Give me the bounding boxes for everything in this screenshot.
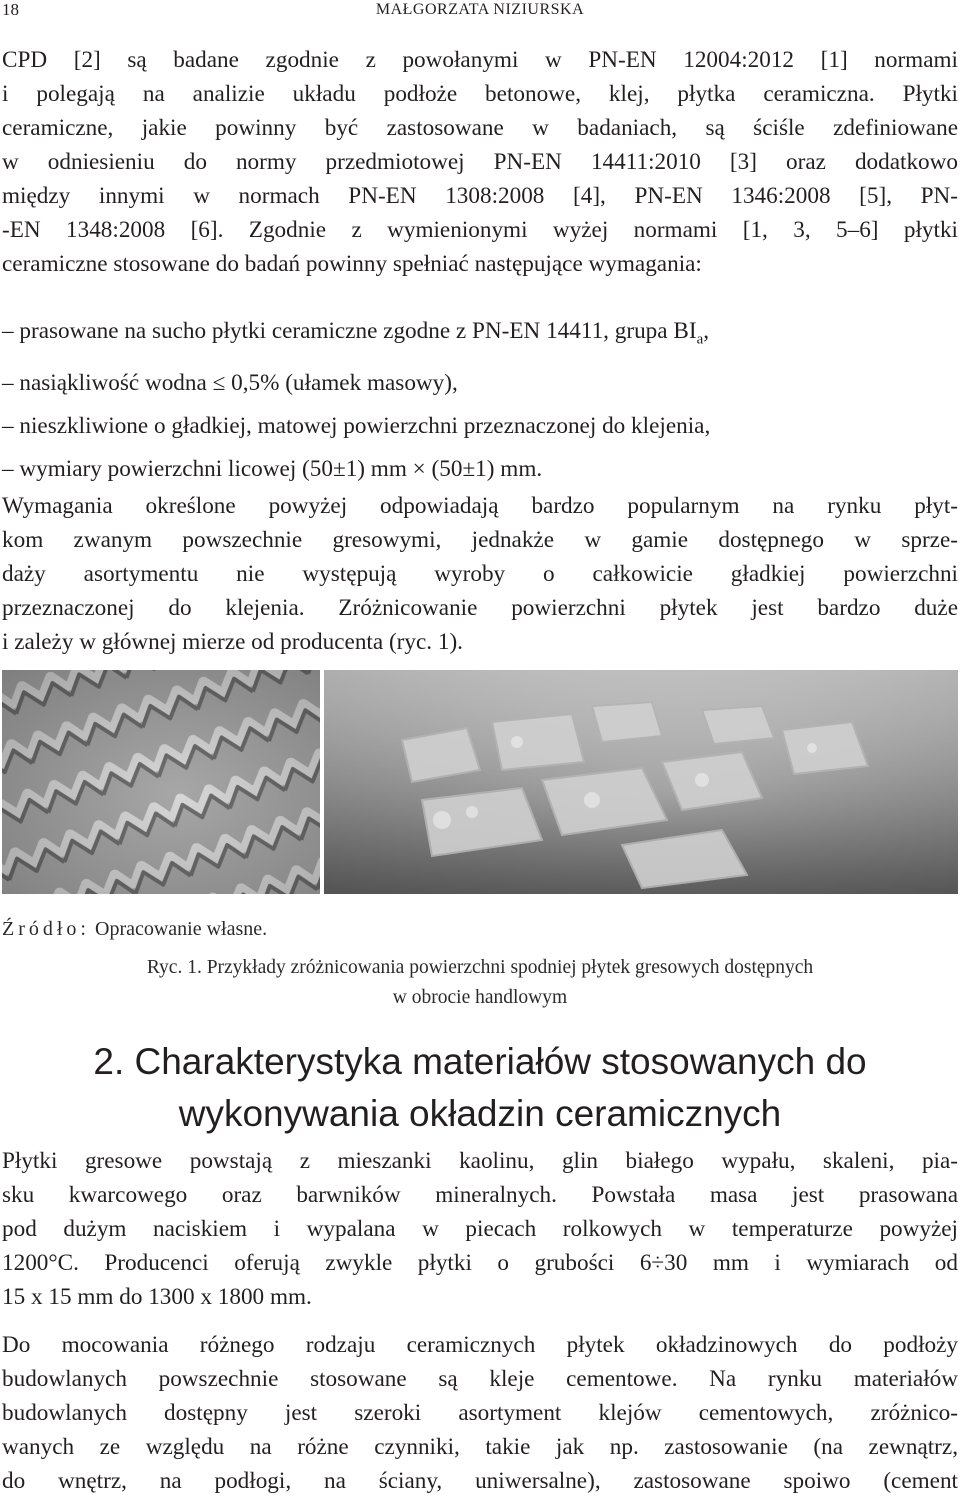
text-line: CPD [2] są badane zgodnie z powołanymi w PN-EN 12004:2012 [1] normami — [2, 47, 958, 73]
list-item — [2, 310, 958, 362]
text-line: przeznaczonej do klejenia. Zróżnicowanie powierzchni płytek jest bardzo duże — [2, 595, 958, 621]
page-number: 18 — [2, 0, 19, 19]
text-line: budowlanych powszechnie stosowane są kleje cementowe. Na rynku materiałów — [2, 1366, 958, 1392]
figure-source — [2, 915, 267, 943]
caption-line: Ryc. 1. Przykłady zróżnicowania powierzchni spodniej płytek gresowych dostępnych — [146, 957, 814, 978]
text-line: i polegają na analizie układu podłoże betonowe, klej, płytka ceramiczna. Płytki — [2, 81, 958, 107]
text-line: wanych ze względu na różne czynniki, takie jak np. zastosowanie (na zewnątrz, — [2, 1434, 958, 1460]
list-item: – nieszkliwione o gładkiej, matowej powierzchni przeznaczonej do klejenia, — [2, 412, 711, 439]
text-line: ceramiczne stosowane do badań powinny spełniać następujące wymagania: — [2, 251, 702, 277]
right-photo — [324, 670, 958, 894]
text-line: budowlanych dostępny jest szeroki asortyment klejów cementowych, zróżnico- — [2, 1400, 958, 1426]
paragraph-2 — [2, 489, 958, 659]
text-line: -EN 1348:2008 [6]. Zgodnie z wymienionymi wyżej normami [1, 3, 5–6] płytki — [2, 217, 958, 243]
text-line: ceramiczne, jakie powinny być zastosowane w badaniach, są ściśle zdefiniowane — [2, 115, 958, 141]
list-item: – nasiąkliwość wodna ≤ 0,5% (ułamek masowy), — [2, 369, 458, 396]
text-line: daży asortymentu nie występują wyroby o całkowicie gładkiej powierzchni — [2, 561, 958, 587]
tile-surface-photos — [2, 670, 958, 894]
requirements-list — [2, 310, 958, 491]
running-title: MAŁGORZATA NIZIURSKA — [375, 1, 585, 18]
text-line: do wnętrz, na podłogi, na ściany, uniwersalne), zastosowane spoiwo (cement — [2, 1468, 958, 1494]
text-line: 1200°C. Producenci oferują zwykle płytki o grubości 6÷30 mm i wymiarach od — [2, 1250, 958, 1276]
paragraph-4 — [2, 1328, 958, 1498]
figure-caption — [0, 953, 960, 1013]
source-label: Źródło: — [2, 918, 90, 940]
text-line: sku kwarcowego oraz barwników mineralnych. Powstała masa jest prasowana — [2, 1182, 958, 1208]
page-header — [0, 0, 960, 22]
heading-line: 2. Charakterystyka materiałów stosowanych do — [93, 1041, 867, 1082]
paragraph-1 — [2, 43, 958, 281]
section-heading — [0, 1036, 960, 1140]
figure-photos — [2, 670, 958, 894]
text-line: kom zwanym powszechnie gresowymi, jednakże w gamie dostępnego w sprze- — [2, 527, 958, 553]
paragraph-3 — [2, 1144, 958, 1314]
text-line: 15 x 15 mm do 1300 x 1800 mm. — [2, 1284, 312, 1310]
text-line: między innymi w normach PN-EN 1308:2008 [4], PN-EN 1346:2008 [5], PN- — [2, 183, 958, 209]
caption-line: w obrocie handlowym — [392, 987, 568, 1008]
subscript: a — [696, 331, 704, 348]
text-line: Płytki gresowe powstają z mieszanki kaolinu, glin białego wypału, skaleni, pia- — [2, 1148, 958, 1174]
list-item: – wymiary powierzchni licowej (50±1) mm × (50±1) mm. — [2, 455, 543, 482]
list-item-text: – prasowane na sucho płytki ceramiczne zgodne z PN-EN 14411, grupa BI — [2, 318, 697, 344]
list-item-tail: , — [703, 318, 710, 344]
text-line: pod dużym naciskiem i wypalana w piecach rolkowych w temperaturze powyżej — [2, 1216, 958, 1242]
heading-line: wykonywania okładzin ceramicznych — [178, 1093, 782, 1134]
text-line: w odniesieniu do normy przedmiotowej PN-EN 14411:2010 [3] oraz dodatkowo — [2, 149, 958, 175]
text-line: i zależy w głównej mierze od producenta (ryc. 1). — [2, 629, 463, 655]
left-photo — [2, 670, 320, 894]
text-line: Wymagania określone powyżej odpowiadają bardzo popularnym na rynku płyt- — [2, 493, 958, 519]
source-text: Opracowanie własne. — [95, 918, 268, 940]
text-line: Do mocowania różnego rodzaju ceramicznych płytek okładzinowych do podłoży — [2, 1332, 958, 1358]
